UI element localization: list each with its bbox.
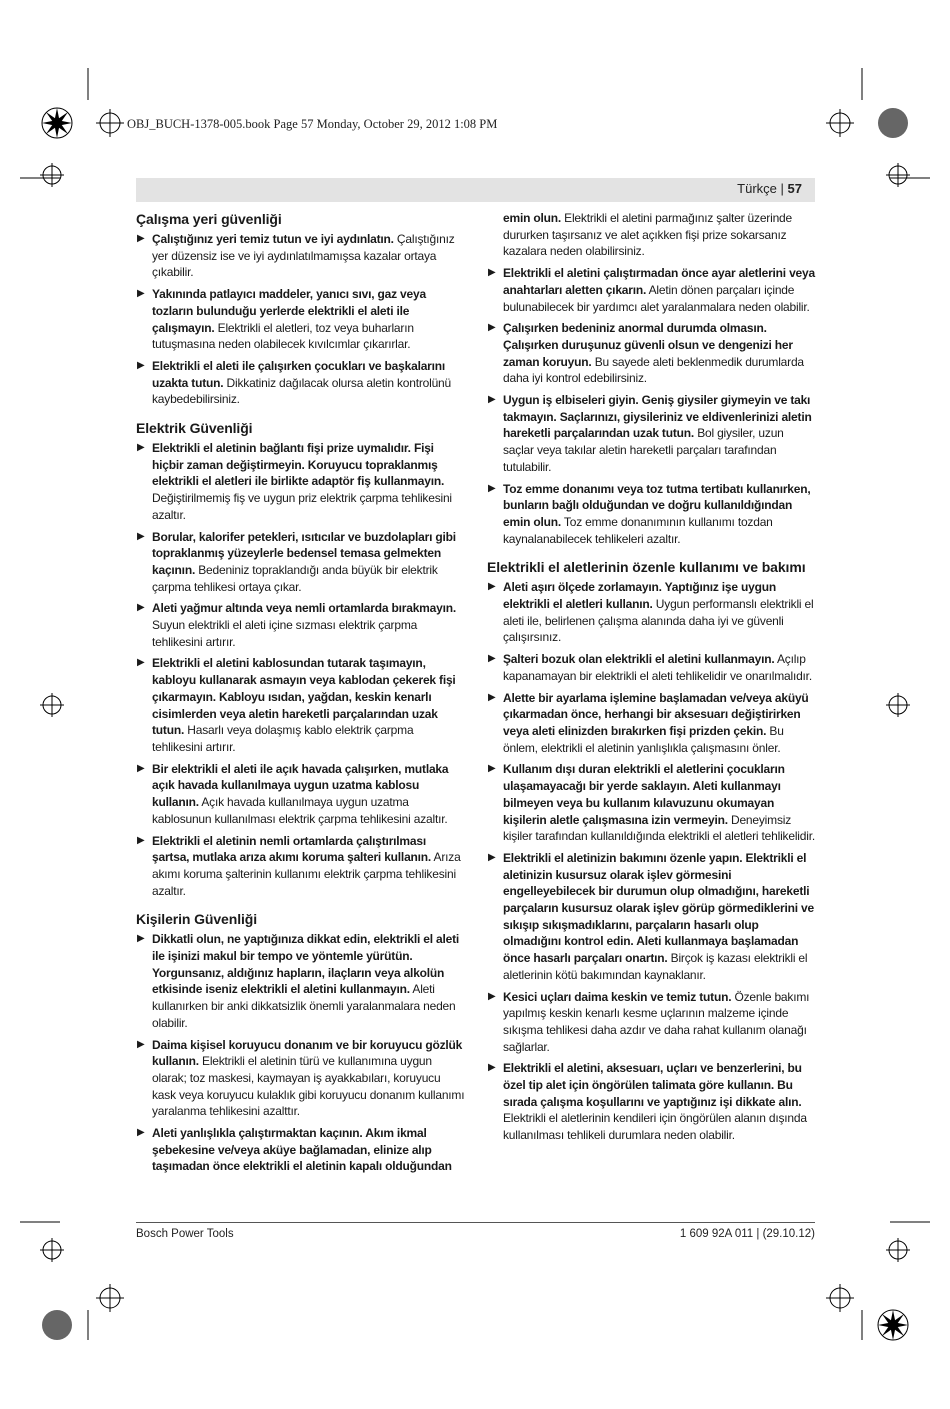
footer-doc-number: 1 609 92A 011 | (29.10.12) bbox=[679, 1228, 815, 1240]
section-title-electrical: Elektrik Güvenliği bbox=[136, 420, 253, 437]
section-title-workplace: Çalışma yeri güvenliği bbox=[136, 211, 282, 227]
bullet-icon: ▶ bbox=[488, 581, 496, 593]
safety-item: ▶ Kullanım dışı duran elektrikli el aletlerini çocukların ulaşamayacağı bir yerde saklayın. Aleti kullanmayı bilmeyen veya bu kullanım kılavuzunu okumayan kişilerin aletle çalışmasına izin vermeyin. Deneyimsiz kişiler tarafından kullanıldığında elektrikli el aletleri tehlikelidir. bbox=[488, 762, 815, 844]
safety-item: ▶ Elektrikli el aletinin nemli ortamlarda çalıştırılması şartsa, mutlaka arıza akımı koruma şalteri kullanın. Arıza akımı koruma şalterinin kullanımı elektrik çarpma tehlikesini azaltır. bbox=[137, 833, 461, 898]
bullet-icon: ▶ bbox=[137, 359, 145, 371]
bullet-icon: ▶ bbox=[488, 394, 496, 406]
left-column bbox=[136, 210, 466, 1180]
safety-item: ▶ Daima kişisel koruyucu donanım ve bir koruyucu gözlük kullanın. Elektrikli el aletinin türü ve kullanımına uygun olarak; toz maskesi, kaymayan iş ayakkabıları, koruyucu kask veya koruyucu kulaklık gibi koruyucu donanım kullanımı yaralanma tehlikesini azalttır. bbox=[137, 1037, 465, 1119]
safety-item: ▶ Aleti aşırı ölçede zorlamayın. Yaptığınız işe uygun elektrikli el aletleri kullanın. Uygun performanslı elektrikli el aleti ile, belirlenen çalışma alanında daha iyi ve güvenli çalışırsınız. bbox=[488, 580, 814, 645]
safety-item: ▶ Dikkatli olun, ne yaptığınıza dikkat edin, elektrikli el aleti ile işinizi makul bir tempo ve yöntemle yürütün. Yorgunsanız, aldığınız hapların, ilaçların veya alkolün etkisinde iseniz elektrikli el aletini kullanmayın. Aleti kullanırken bir anki dikkatsizlik önemli yaralanmalara neden olabilir. bbox=[137, 932, 460, 1030]
bullet-icon: ▶ bbox=[488, 763, 496, 775]
bullet-icon: ▶ bbox=[137, 1127, 145, 1139]
safety-item: ▶ Elektrikli el aletini kablosundan tutarak taşımayın, kabloyu kullanarak asmayın veya kablodan çekerek fişi çıkarmayın. Kabloyu ısıdan, yağdan, keskin kenarlı cisimlerden veya aletin hareketli parçalarından uzak tutun. Hasarlı veya dolaşmış kablo elektrik çarpma tehlikesini artırır. bbox=[137, 656, 456, 754]
safety-item: ▶ Aleti yağmur altında veya nemli ortamlarda bırakmayın. Suyun elektrikli el aleti içine sızması elektrik çarpma tehlikesini artırır. bbox=[137, 601, 456, 649]
bullet-icon: ▶ bbox=[488, 851, 496, 863]
bullet-icon: ▶ bbox=[137, 602, 145, 614]
page-number: 57 bbox=[787, 181, 802, 196]
bullet-icon: ▶ bbox=[137, 530, 145, 542]
bullet-icon: ▶ bbox=[488, 990, 496, 1002]
print-slug: OBJ_BUCH-1378-005.book Page 57 Monday, October 29, 2012 1:08 PM bbox=[127, 117, 498, 131]
safety-item: ▶ Elektrikli el aletini, aksesuarı, uçları ve benzerlerini, bu özel tip alet için öngörülen talimata göre kullanın. Bu sırada çalışma koşullarını ve yaptığınız işi dikkate alın. Elektrikli el aletlerinin kendileri için öngörülen alanın dışında kullanılması tehlikeli durumlara neden olabilir. bbox=[488, 1061, 807, 1143]
safety-item: ▶ Çalıştığınız yeri temiz tutun ve iyi aydınlatın. Çalıştığınız yer düzensiz ise ve iyi aydınlatılmamışsa kazalar ortaya çıkabilir. bbox=[137, 232, 455, 280]
bullet-icon: ▶ bbox=[488, 691, 496, 703]
bullet-icon: ▶ bbox=[137, 1038, 145, 1050]
safety-item: ▶ Alette bir ayarlama işlemine başlamadan ve/veya aküyü çıkarmadan önce, herhangi bir aksesuarı değiştirirken veya aleti elinizden bırakırken fişi prizden çekin. Bu önlem, elektrikli el aletinin yanlışlıkla çalışmasını önler. bbox=[488, 690, 809, 755]
safety-item: ▶ Çalışırken bedeniniz anormal durumda olmasın. Çalışırken duruşunuz güvenli olsun ve dengenizi her zaman koruyun. Bu sayede aleti beklenmedik durumlarda daha iyi kontrol edebilirsiniz. bbox=[488, 321, 804, 386]
section-title-personal: Kişilerin Güvenliği bbox=[136, 911, 258, 928]
running-header bbox=[737, 181, 802, 196]
header-language: Türkçe bbox=[737, 181, 777, 196]
header-separator: | bbox=[780, 181, 784, 196]
bullet-icon: ▶ bbox=[137, 288, 145, 300]
bullet-icon: ▶ bbox=[137, 933, 145, 945]
bullet-icon: ▶ bbox=[488, 653, 496, 665]
footer-rule bbox=[136, 1222, 815, 1223]
right-column bbox=[487, 210, 817, 1149]
bullet-icon: ▶ bbox=[488, 267, 496, 279]
safety-item: ▶ Elektrikli el aletinizin bakımını özenle yapın. Elektrikli el aletinizin kusursuz olarak işlev görmesini engelleyebilecek bir durumun olup olmadığını, hareketli parçaların kusursuz olarak işlev görüp görmediklerini ve sıkışıp sıkışmadıklarını, parçaların hasarlı olup olmadığını kontrol edin. Aleti kullanmaya başlamadan önce hasarlı parçaları onartın. Birçok iş kazası elektrikli el aletlerinin kötü bakımından kaynaklanır. bbox=[488, 850, 814, 982]
safety-item: ▶ Aleti yanlışlıkla çalıştırmaktan kaçının. Akım ikmal şebekesine ve/veya aküye bağlamadan, elinize alıp taşımadan önce elektrikli el aletinin kapalı olduğundan bbox=[137, 1126, 452, 1174]
safety-item: ▶ Elektrikli el aleti ile çalışırken çocukları ve başkalarını uzakta tutun. Dikkatiniz dağılacak olursa aletin kontrolünü kaybedebilirsiniz. bbox=[137, 358, 452, 407]
safety-item: ▶ Uygun iş elbiseleri giyin. Geniş giysiler giymeyin ve takı takmayın. Saçlarınızı, giysileriniz ve eldivenlerinizi aletin hareketli parçalarından uzak tutun. Bol giysiler, uzun saçlar veya takılar aletin hareketli parçaları tarafından tutulabilir. bbox=[488, 393, 812, 474]
safety-item-continuation: emin olun. Elektrikli el aletini parmağınız şalter üzerinde dururken taşırsanız ve alet açıkken fişi prize sokarsanız kazalara neden olabilirsiniz. bbox=[503, 211, 792, 259]
safety-item: ▶ Bir elektrikli el aleti ile açık havada çalışırken, mutlaka açık havada kullanılmaya uygun uzatma kablosu kullanın. Açık havada kullanılmaya uygun uzatma kablosunun kullanılması elektrik çarpma tehlikesini azaltır. bbox=[137, 761, 449, 826]
safety-item: ▶ Elektrikli el aletinin bağlantı fişi prize uymalıdır. Fişi hiçbir zaman değiştirmeyin. Koruyucu topraklanmış elektrikli el aletleri ile birlikte adaptör fiş kullanmayın. Değiştirilmemiş fiş ve uygun priz elektrik çarpma tehlikesini azaltır. bbox=[137, 441, 452, 522]
bullet-icon: ▶ bbox=[137, 834, 145, 846]
bullet-icon: ▶ bbox=[137, 233, 145, 244]
bullet-icon: ▶ bbox=[137, 442, 145, 454]
safety-item: ▶ Toz emme donanımı veya toz tutma tertibatı kullanırken, bunların bağlı olduğundan ve doğru kullanıldığından emin olun. Toz emme donanımının kullanımı tozdan kaynalanabilecek tehlikeleri azaltır. bbox=[488, 481, 811, 546]
bullet-icon: ▶ bbox=[488, 322, 496, 334]
bullet-icon: ▶ bbox=[137, 762, 145, 774]
footer-brand: Bosch Power Tools bbox=[136, 1228, 234, 1240]
safety-item: ▶ Elektrikli el aletini çalıştırmadan önce ayar aletlerini veya anahtarları aletten çıkarın. Aletin dönen parçaları içinde bulunabilecek bir yardımcı alet yaralanmalara neden olabilir. bbox=[488, 266, 815, 314]
bullet-icon: ▶ bbox=[488, 482, 496, 494]
bullet-icon: ▶ bbox=[137, 657, 145, 669]
header-bar bbox=[136, 178, 815, 202]
safety-item: ▶ Şalteri bozuk olan elektrikli el aletini kullanmayın. Açılıp kapanamayan bir elektrikli el aleti tehlikelidir ve onarılmalıdır. bbox=[488, 652, 812, 683]
section-title-tool-care: Elektrikli el aletlerinin özenle kullanımı ve bakımı bbox=[487, 559, 806, 576]
safety-item: ▶ Kesici uçları daima keskin ve temiz tutun. Özenle bakımı yapılmış keskin kenarlı kesme uçlarının malzeme içinde sıkışma tehlikesi daha azdır ve daha rahat kullanım olanağı sağlarlar. bbox=[488, 989, 810, 1054]
bullet-icon: ▶ bbox=[488, 1062, 496, 1074]
safety-item: ▶ Yakınında patlayıcı maddeler, yanıcı sıvı, gaz veya tozların bulunduğu yerlerde elektrikli el aleti ile çalışmayın. Elektrikli el aletleri, toz veya buharların tutuşmasına neden olabilecek kıvılcımlar çıkarırlar. bbox=[137, 287, 426, 352]
safety-item: ▶ Borular, kalorifer petekleri, ısıtıcılar ve buzdolapları gibi topraklanmış yüzeylerle bedensel temasa gelmekten kaçının. Bedeniniz topraklandığı anda büyük bir elektrik çarpma tehlikesi ortaya çıkar. bbox=[137, 529, 456, 594]
